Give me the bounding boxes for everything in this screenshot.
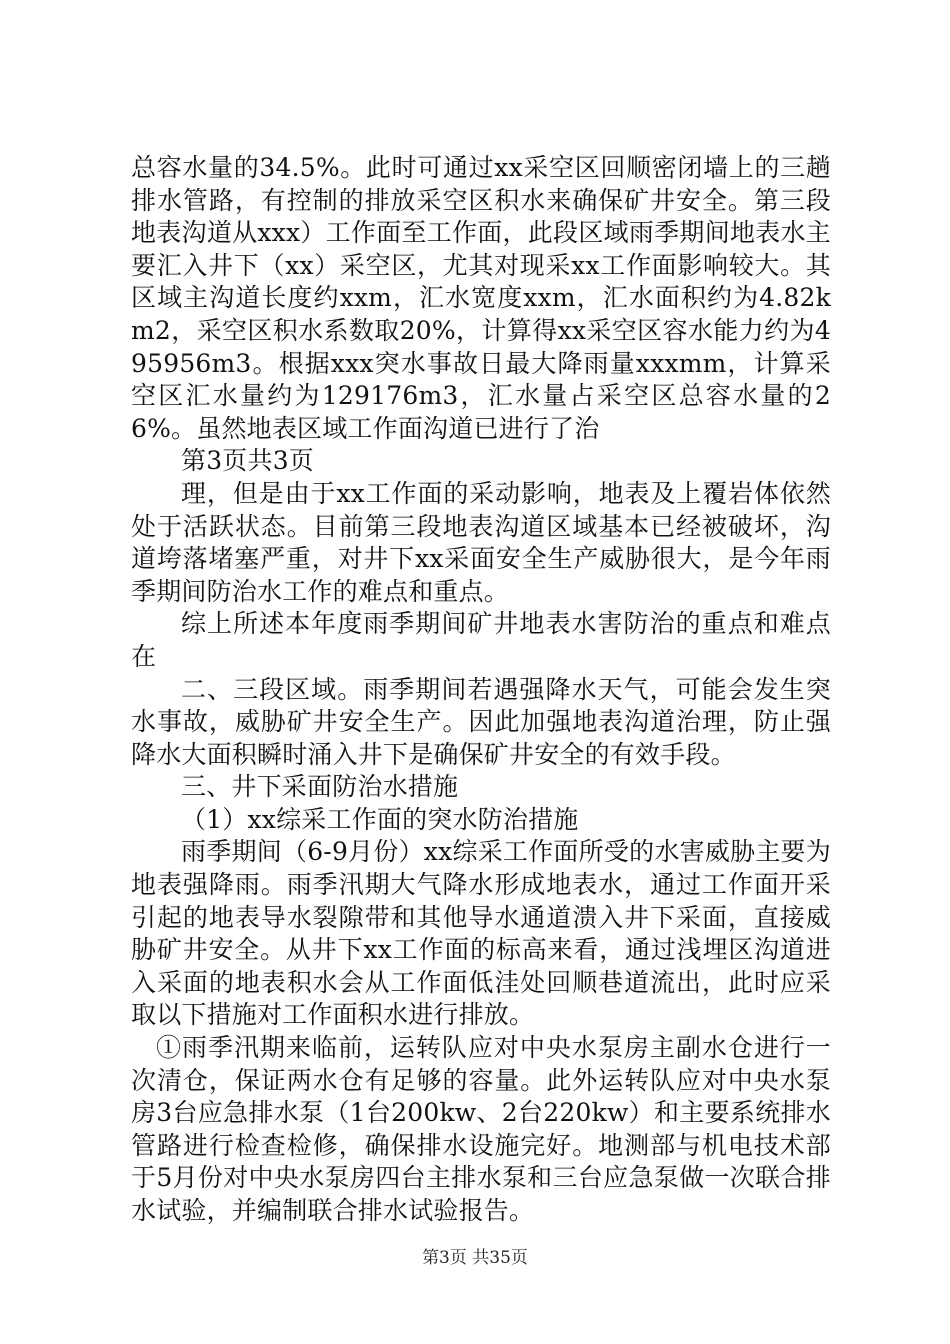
paragraph-surface-activity: 理，但是由于xx工作面的采动影响，地表及上覆岩体依然处于活跃状态。目前第三段地表沟道区域基本已经被破坏，沟道垮落堵塞严重，对井下xx采面安全生产威胁很大，是今年雨季期间防治水工作的难点和重点。 xyxy=(131,478,831,606)
paragraph-rainy-season: 雨季期间（6-9月份）xx综采工作面所受的水害威胁主要为地表强降雨。雨季汛期大气降水形成地表水，通过工作面开采引起的地表导水裂隙带和其他导水通道溃入井下采面，直接威胁矿井安全。从井下xx工作面的标高来看，通过浅埋区沟道进入采面的地表积水会从工作面低洼处回顺巷道流出，此时应采取以下措施对工作面积水进行排放。 xyxy=(131,837,831,1030)
subsection-heading-one: （1）xx综采工作面的突水防治措施 xyxy=(181,804,579,834)
inline-page-marker: 第3页共3页 xyxy=(181,446,315,476)
paragraph-summary: 综上所述本年度雨季期间矿井地表水害防治的重点和难点在 xyxy=(131,609,831,671)
section-heading-three: 三、井下采面防治水措施 xyxy=(181,772,459,802)
paragraph-measure-one: ①雨季汛期来临前，运转队应对中央水泵房主副水仓进行一次清仓，保证两水仓有足够的容量。此外运转队应对中央水泵房3台应急排水泵（1台200kw、2台220kw）和主要系统排水管路进行检查检修，确保排水设施完好。地测部与机电技术部于5月份对中央水泵房四台主排水泵和三台应急泵做一次联合排水试验，并编制联合排水试验报告。 xyxy=(131,1033,831,1225)
document-body xyxy=(131,152,831,1228)
page-footer: 第3页 共35页 xyxy=(422,1248,528,1268)
paragraph-continuation: 总容水量的34.5%。此时可通过xx采空区回顺密闭墙上的三趟排水管路，有控制的排放采空区积水来确保矿井安全。第三段地表沟道从xxx）工作面至工作面，此段区域雨季期间地表水主要汇入井下（xx）采空区，尤其对现采xx工作面影响较大。其区域主沟道长度约xxm，汇水宽度xxm，汇水面积约为4.82km2，采空区积水系数取20%，计算得xx采空区容水能力约为495956m3。根据xxx突水事故日最大降雨量xxxmm，计算采空区汇水量约为129176m3，汇水量占采空区总容水量的26%。虽然地表区域工作面沟道已进行了治 xyxy=(131,153,831,443)
paragraph-section-two-three: 二、三段区域。雨季期间若遇强降水天气，可能会发生突水事故，威胁矿井安全生产。因此加强地表沟道治理，防止强降水大面积瞬时涌入井下是确保矿井安全的有效手段。 xyxy=(131,674,831,769)
